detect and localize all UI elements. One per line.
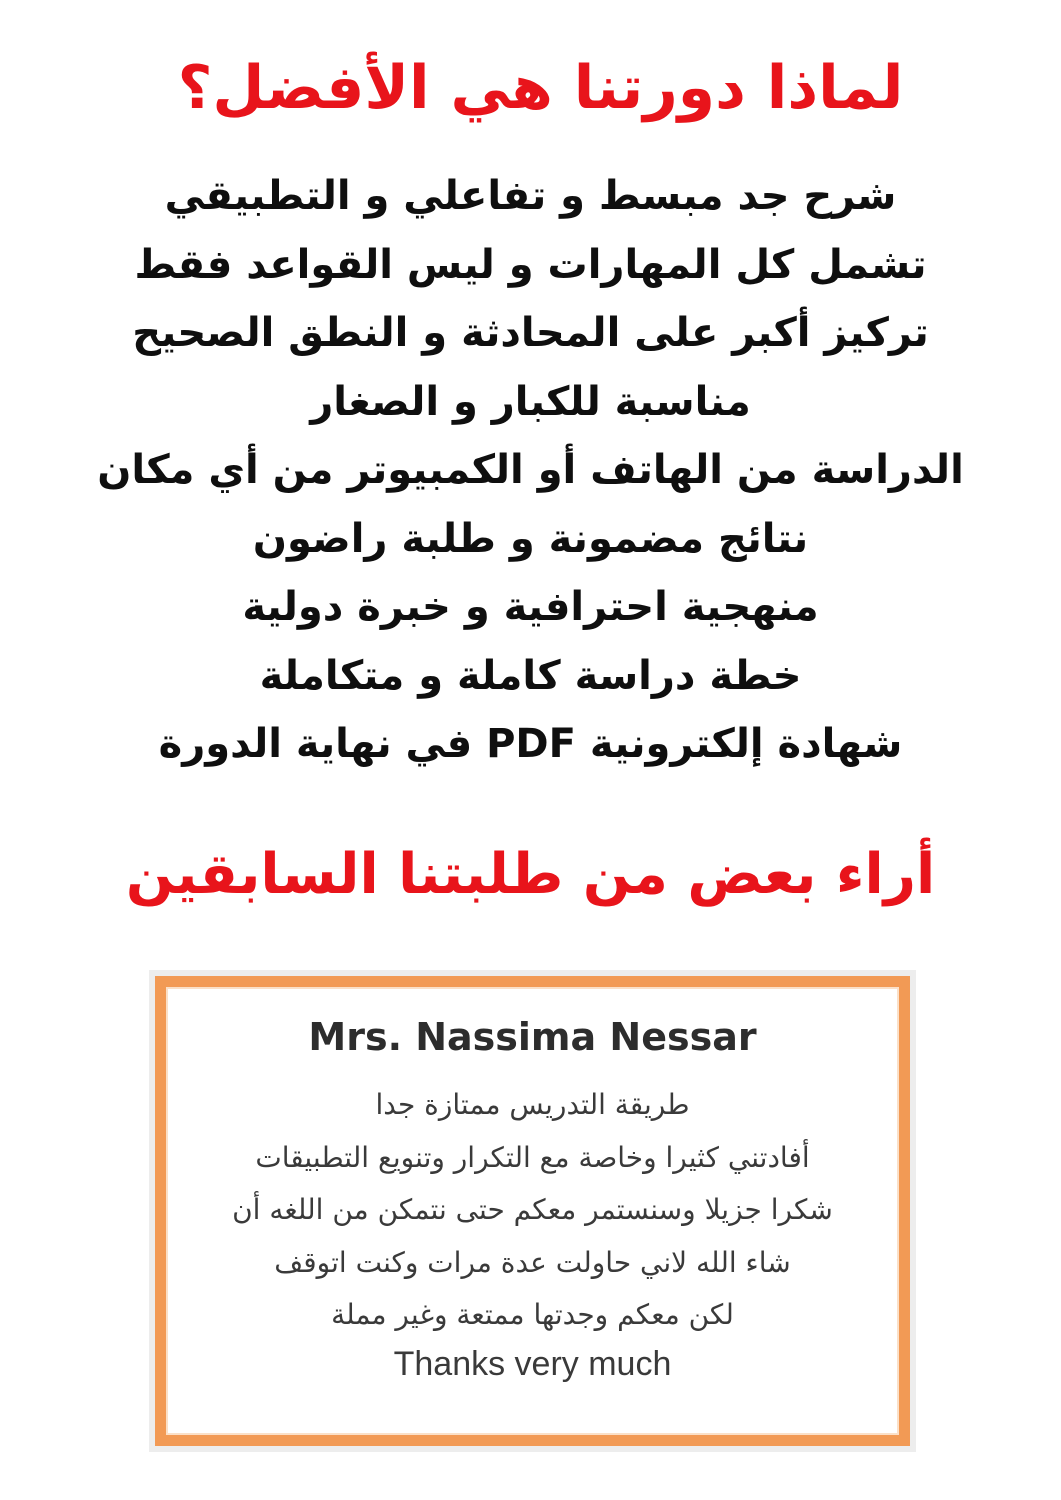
review-line: شكرا جزيلا وسنستمر معكم حتى نتمكن من اللغه أن <box>232 1193 833 1226</box>
feature-item: منهجية احترافية و خبرة دولية <box>242 584 819 630</box>
review-line: شاء الله لاني حاولت عدة مرات وكنت اتوقف <box>274 1245 791 1279</box>
testimonial-frame <box>155 976 910 1446</box>
review-line: لكن معكم وجدتها ممتعة وغير مملة <box>331 1298 734 1331</box>
testimonials-title: أراء بعض من طلبتنا السابقين <box>125 842 936 907</box>
feature-item: تركيز أكبر على المحادثة و النطق الصحيح <box>132 310 929 356</box>
feature-item: الدراسة من الهاتف أو الكمبيوتر من أي مكان <box>97 447 964 493</box>
review-line: طريقة التدريس ممتازة جدا <box>375 1088 690 1121</box>
feature-item: تشمل كل المهارات و ليس القواعد فقط <box>134 241 927 288</box>
feature-item: نتائج مضمونة و طلبة راضون <box>252 515 809 562</box>
features-list <box>0 162 1061 779</box>
feature-item: مناسبة للكبار و الصغار <box>310 378 751 425</box>
review-line: أفادتني كثيرا وخاصة مع التكرار وتنويع التطبيقات <box>255 1140 810 1174</box>
review-text <box>166 1079 899 1342</box>
feature-item: خطة دراسة كاملة و متكاملة <box>259 652 802 699</box>
review-thanks: Thanks very much <box>393 1345 672 1383</box>
reviewer-name: Mrs. Nassima Nessar <box>308 1015 757 1059</box>
page-title: لماذا دورتنا هي الأفضل؟ <box>177 53 904 123</box>
testimonial-card <box>149 970 916 1452</box>
feature-item: شرح جد مبسط و تفاعلي و التطبيقي <box>164 173 897 219</box>
feature-item: شهادة إلكترونية PDF في نهاية الدورة <box>158 721 903 767</box>
